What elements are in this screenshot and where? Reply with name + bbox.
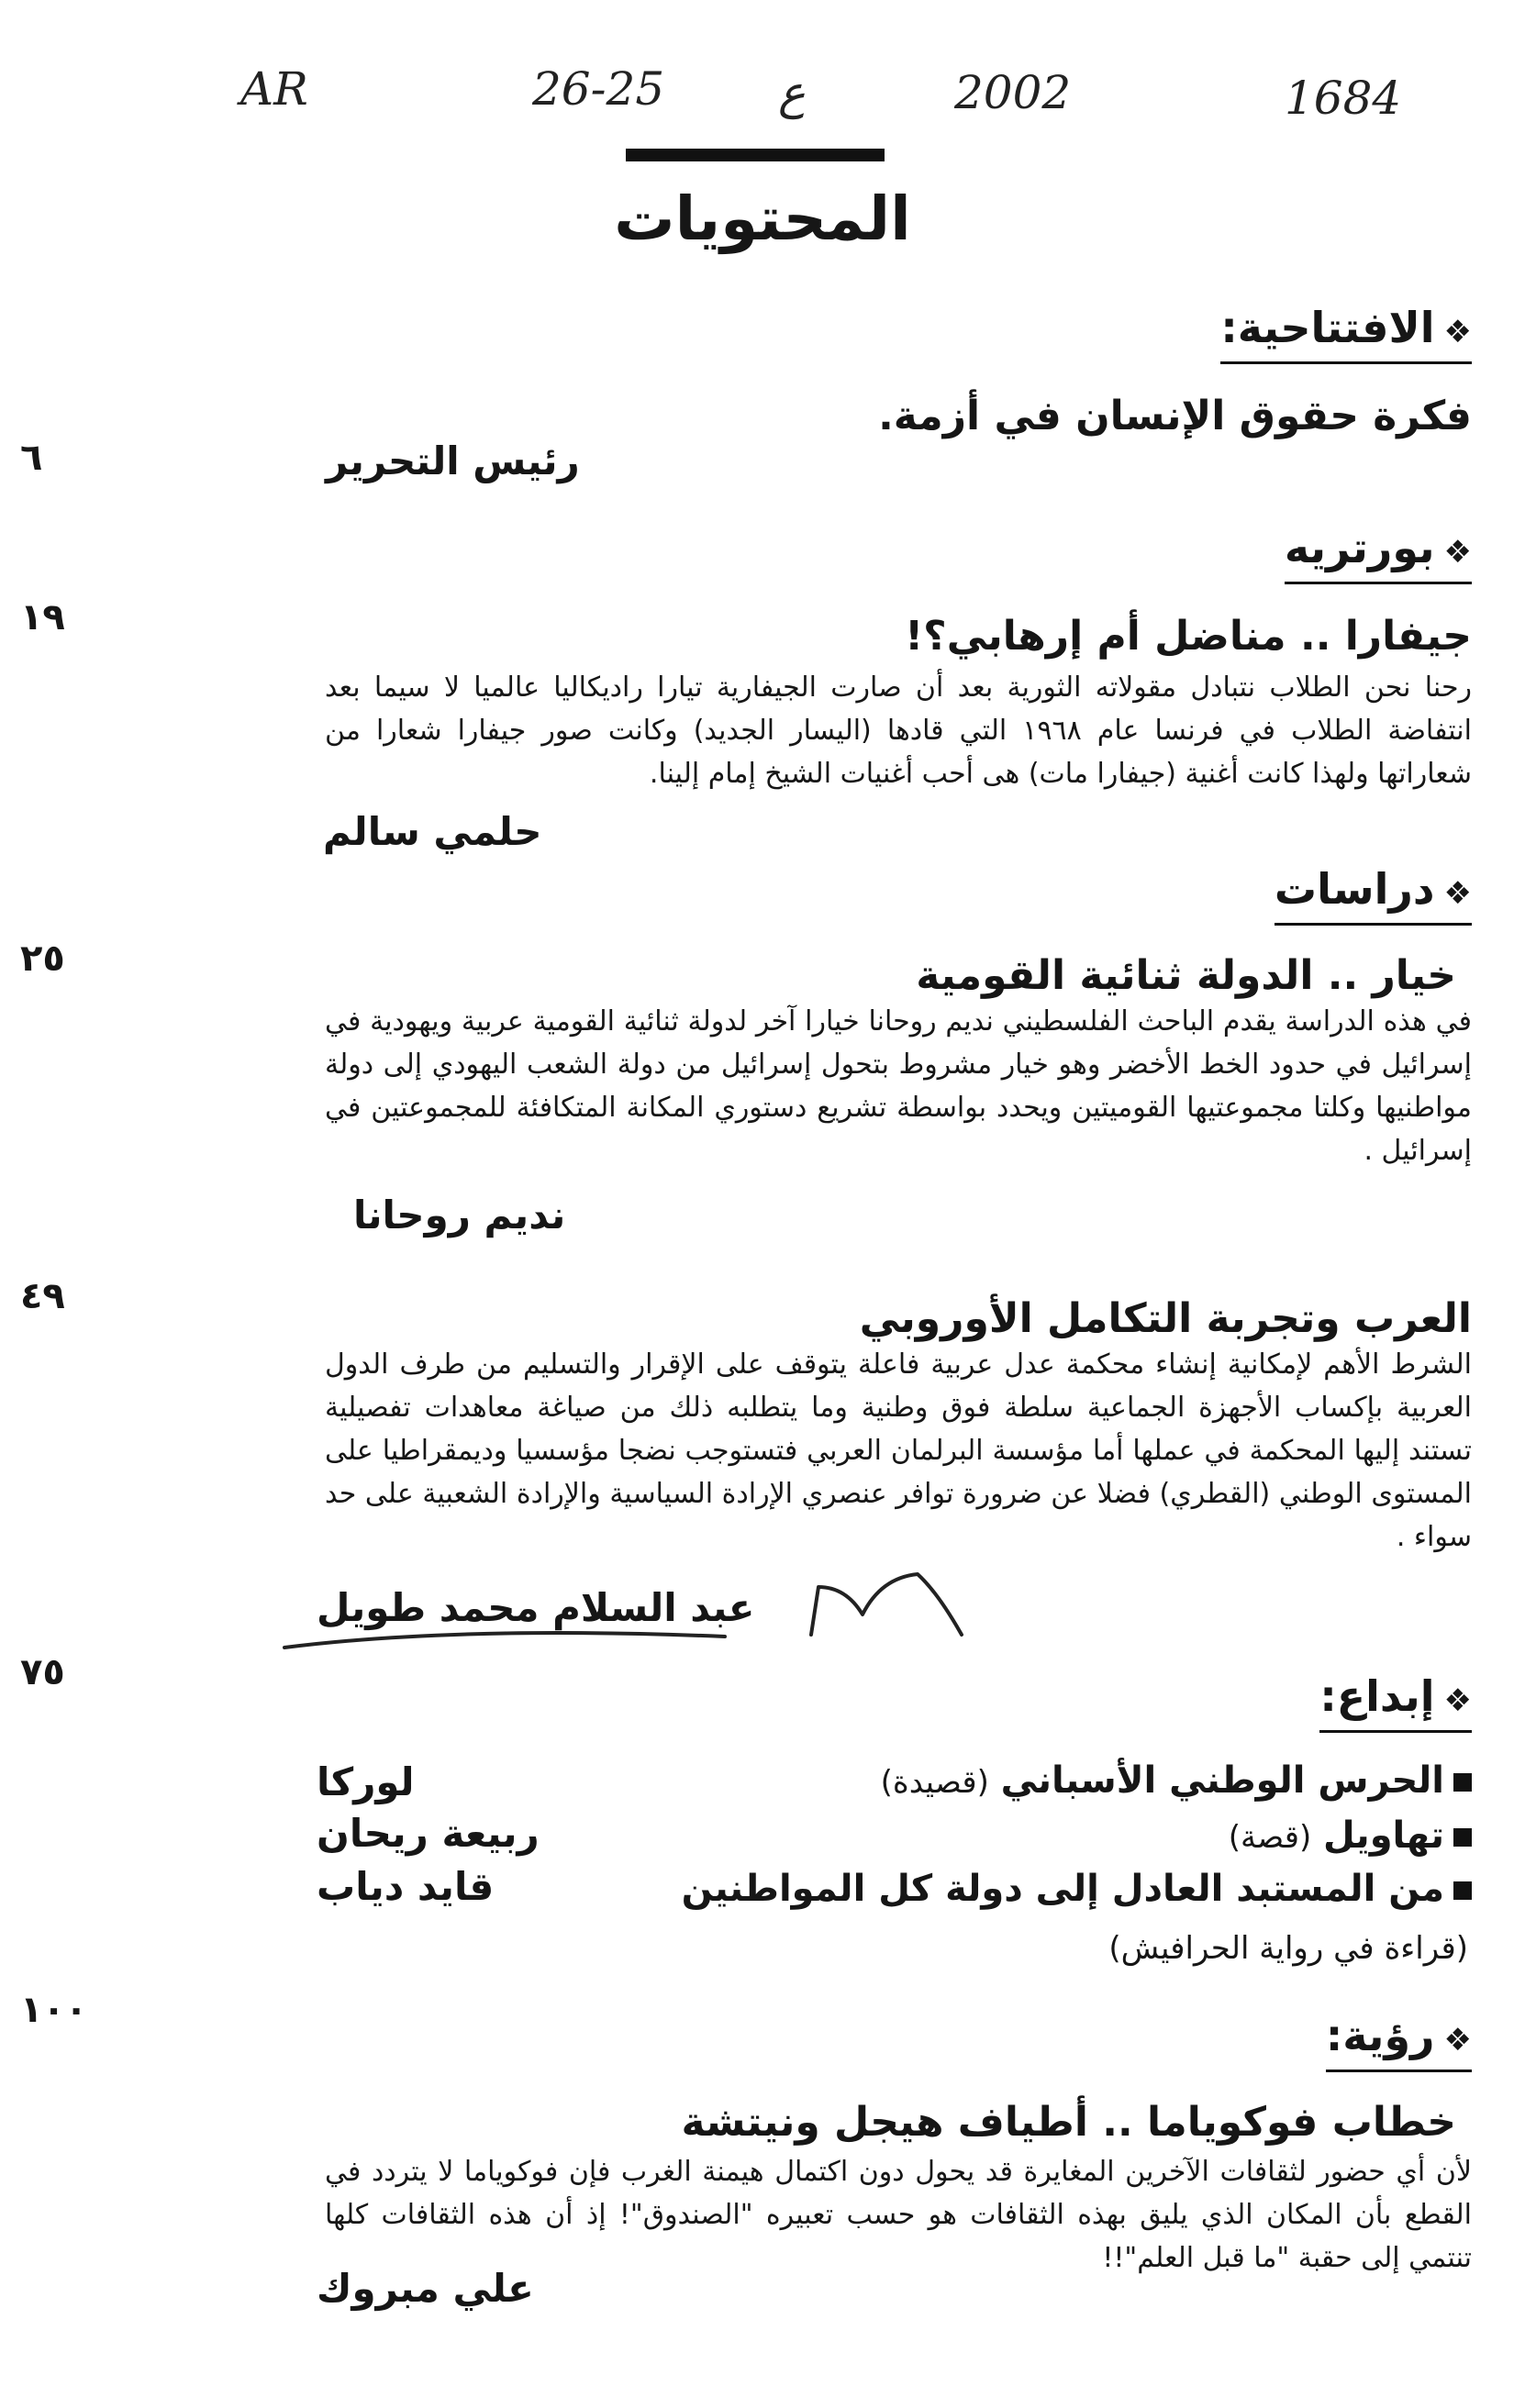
section-heading-editorial: ❖الافتتاحية:: [1220, 303, 1472, 364]
section-heading-studies: ❖دراسات: [1275, 864, 1472, 926]
handwritten-signature: [275, 1559, 991, 1679]
handwritten-letter: ع: [778, 66, 806, 119]
list-item-author: لوركا: [317, 1759, 415, 1804]
article-author: نديم روحانا: [353, 1193, 566, 1237]
page-number: ٦: [20, 437, 43, 479]
page-title: المحتويات: [614, 183, 911, 254]
list-item-author: قايد دياب: [317, 1864, 495, 1909]
section-heading-creativity: ❖إبداع:: [1319, 1671, 1472, 1733]
diamond-icon: ❖: [1443, 314, 1472, 350]
header-rule: [626, 149, 885, 161]
diamond-icon: ❖: [1443, 875, 1472, 912]
diamond-icon: ❖: [1443, 534, 1472, 571]
page-number: ٤٩: [20, 1275, 65, 1317]
article-title: جيفارا .. مناضل أم إرهابي؟!: [905, 613, 1472, 660]
article-author: رئيس التحرير: [326, 438, 580, 483]
diamond-icon: ❖: [1443, 2022, 1472, 2058]
article-author: حلمي سالم: [323, 809, 542, 854]
handwritten-top-left: AR: [240, 62, 308, 116]
article-summary: في هذه الدراسة يقدم الباحث الفلسطيني نديم روحانا خيارا آخر لدولة ثنائية القومية عربية ويهودية في إسرائيل في حدود الخط الأخضر وهو خيار مشروط بتحول إسرائيل من دولة الشعب اليهودي إلى دولة مواطنيها وكلتا مجموعتيها القوميتين ويحدد بواسطة تشريع دستوري المكانة المتكافئة للمجموعتين في إسرائيل .: [325, 1005, 1472, 1167]
page-number: ٧٥: [20, 1651, 65, 1693]
handwritten-date-range: 26-25: [532, 62, 665, 116]
bullet-square-icon: [1453, 1828, 1472, 1847]
bullet-square-icon: [1453, 1773, 1472, 1792]
list-item-note: (قراءة في رواية الحرافيش): [1108, 1930, 1468, 1967]
handwritten-year: 2002: [954, 66, 1072, 119]
page-number: ١٠٠: [20, 1989, 88, 2031]
list-item: تهاويل (قصة): [1229, 1814, 1472, 1857]
article-title: فكرة حقوق الإنسان في أزمة.: [878, 393, 1472, 439]
page-number: ١٩: [20, 596, 65, 638]
bullet-square-icon: [1453, 1881, 1472, 1900]
article-author: علي مبروك: [317, 2266, 534, 2311]
handwritten-top-right: 1684: [1285, 72, 1402, 125]
article-title: خطاب فوكوياما .. أطياف هيجل ونيتشة: [681, 2099, 1456, 2146]
list-item: الحرس الوطني الأسباني (قصيدة): [881, 1759, 1472, 1802]
section-heading-portrait: ❖بورتريه: [1285, 523, 1472, 584]
page-number: ٢٥: [20, 938, 65, 980]
list-item-author: ربيعة ريحان: [317, 1811, 540, 1856]
article-summary: رحنا نحن الطلاب نتبادل مقولاته الثورية بعد أن صارت الجيفارية تيارا راديكاليا عالميا لا سيما بعد انتفاضة الطلاب في فرنسا عام ١٩٦٨ التي قادها (اليسار الجديد) وكانت صور جيفارا شعارا من شعاراتها ولهذا كانت أغنية (جيفارا مات) هى أحب أغنيات الشيخ إمام إلينا.: [325, 671, 1472, 790]
article-author: عبد السلام محمد طويل: [317, 1585, 755, 1630]
article-summary: الشرط الأهم لإمكانية إنشاء محكمة عدل عربية فاعلة يتوقف على الإقرار والتسليم من طرف الدول العربية بإكساب الأجهزة الجماعية سلطة فوق وطنية وما يتطلبه ذلك من صياغة معاهدات تفصيلية تستند إليها المحكمة في عملها أما مؤسسة البرلمان العربي فتستوجب نضجا مؤسسيا وديمقراطيا على المستوى الوطني (القطري) فضلا عن ضرورة توافر عنصري الإرادة السياسية والإرادة الشعبية على حد سواء .: [325, 1348, 1472, 1553]
article-summary: لأن أي حضور لثقافات الآخرين المغايرة قد يحول دون اكتمال هيمنة الغرب فإن فوكوياما لا يتردد في القطع بأن المكان الذي يليق بهذه الثقافات هو حسب تعبيره "الصندوق"! إذ أن هذه الثقافات كلها تنتمي إلى حقبة "ما قبل العلم"!!: [325, 2156, 1472, 2274]
list-item: من المستبد العادل إلى دولة كل المواطنين: [682, 1868, 1472, 1910]
article-title: العرب وتجربة التكامل الأوروبي: [859, 1295, 1472, 1342]
article-title: خيار .. الدولة ثنائية القومية: [916, 952, 1456, 999]
diamond-icon: ❖: [1443, 1682, 1472, 1719]
section-heading-vision: ❖رؤية:: [1326, 2011, 1472, 2072]
